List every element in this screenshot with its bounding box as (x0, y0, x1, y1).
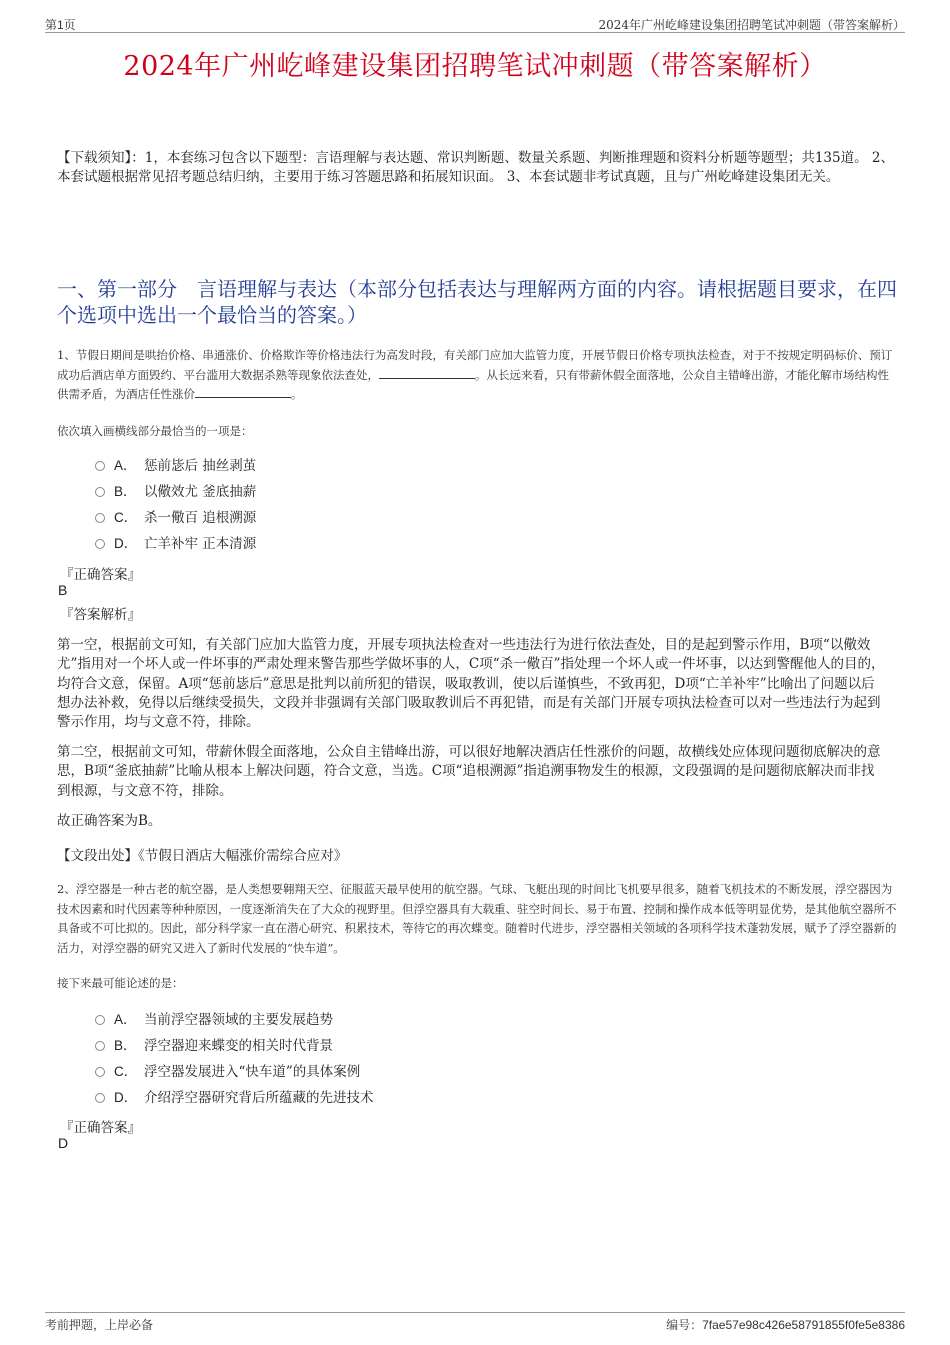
question-2-options (95, 1007, 374, 1111)
blank-2 (195, 385, 291, 398)
question-2-prompt: 接下来最可能论述的是： (57, 976, 184, 990)
analysis-paragraph-1: 第一空，根据前文可知，有关部门应加大监管力度，开展专项执法检查对一些违法行为进行依法查处，目的是起到警示作用，B项“以儆效尤”指用对一个坏人或一件坏事的严肃处理来警告那些学做坏事的人，C项“杀一儆百”指处理一个坏人或一件坏事，以达到警醒他人的目的，均符合文意，保留。A项“惩前毖后”意思是批判以前所犯的错误，吸取教训，使以后谨慎些，不致再犯，D项“亡羊补牢”比喻出了问题以后想办法补救，免得以后继续受损失，文段并非强调有关部门吸取教训后不再犯错，而是有关部门开展专项执法检查可以对一些违法行为起到警示作用，均与文意不符，排除。 (57, 637, 885, 731)
radio-icon[interactable] (95, 513, 105, 523)
radio-icon[interactable] (95, 461, 105, 471)
analysis-label: 『答案解析』 (60, 607, 141, 623)
question-1-text (57, 346, 897, 405)
section-heading: 一、第一部分 言语理解与表达（本部分包括表达与理解两方面的内容。请根据题目要求，在四个选项中选出一个最恰当的答案。） (57, 277, 897, 327)
radio-icon[interactable] (95, 1041, 105, 1051)
page-title: 2024年广州屹峰建设集团招聘笔试冲刺题（带答案解析） (123, 51, 827, 82)
option-c[interactable]: C． 浮空器发展进入“快车道”的具体案例 (95, 1059, 374, 1085)
question-1-text-part-a: 1、节假日期间是哄抬价格、串通涨价、价格欺诈等价格违法行为高发时段，有关部门应加大监管力度，开展节假日价格专项执法检查，对于不按规定明码标价、预订成功后酒店单方面毁约、平台滥用大数据杀熟等现象依法查处， (57, 348, 893, 382)
page-header (45, 14, 905, 33)
source-citation: 【文段出处】《节假日酒店大幅涨价需综合应对》 (57, 848, 348, 864)
header-doc-title: 2024年广州屹峰建设集团招聘笔试冲刺题（带答案解析） (598, 18, 905, 32)
radio-icon[interactable] (95, 1015, 105, 1025)
option-a[interactable]: A． 当前浮空器领域的主要发展趋势 (95, 1007, 374, 1033)
correct-answer-label: 『正确答案』 (60, 1120, 141, 1136)
blank-1 (379, 366, 475, 379)
question-1-text-part-c: 。 (291, 387, 303, 401)
radio-icon[interactable] (95, 487, 105, 497)
download-notice: 【下载须知】：1，本套练习包含以下题型：言语理解与表达题、常识判断题、数量关系题、判断推理题和资料分析题等题型；共135道。 2、本套试题根据常见招考题总结归纳，主要用于练习答题思路和拓展知识面。 3、本套试题非考试真题，且与广州屹峰建设集团无关。 (57, 150, 894, 185)
question-1-options (95, 453, 256, 557)
correct-answer: D (58, 1135, 69, 1151)
correct-answer: B (58, 582, 68, 598)
question-1-text-part-b: 。从长远来看，只有带薪休假全面落地，公众自主错峰出游，才能化解市场结构性供需矛盾，为酒店任性涨价 (57, 367, 889, 401)
question-1-prompt: 依次填入画横线部分最恰当的一项是： (57, 424, 253, 438)
option-a[interactable]: A． 惩前毖后 抽丝剥茧 (95, 453, 256, 479)
option-d[interactable]: D． 介绍浮空器研究背后所蕴藏的先进技术 (95, 1085, 374, 1111)
option-b[interactable]: B． 浮空器迎来蝶变的相关时代背景 (95, 1033, 374, 1059)
page-footer (45, 1312, 905, 1333)
radio-icon[interactable] (95, 1067, 105, 1077)
radio-icon[interactable] (95, 1093, 105, 1103)
footer-slogan: 考前押题，上岸必备 (45, 1318, 154, 1332)
analysis-conclusion: 故正确答案为B。 (57, 813, 162, 829)
footer-code: 编号：7fae57e98c426e58791855f0fe5e8386 (666, 1318, 905, 1332)
question-2-text: 2、浮空器是一种古老的航空器，是人类想要翱翔天空、征服蓝天最早使用的航空器。气球、飞艇出现的时间比飞机要早很多，随着飞机技术的不断发展，浮空器因为技术因素和时代因素等种种原因，一度逐渐消失在了大众的视野里。但浮空器具有大载重、驻空时间长、易于布置、控制和操作成本低等明显优势，是其他航空器所不具备或不可比拟的。因此，部分科学家一直在潜心研究、积累技术，等待它的再次蝶变。随着时代进步，浮空器相关领域的各项科学技术蓬勃发展，赋予了浮空器新的活力，对浮空器的研究又进入了新时代发展的“快车道”。 (57, 882, 897, 955)
correct-answer-label: 『正确答案』 (60, 567, 141, 583)
page-number: 第1页 (45, 18, 76, 32)
option-c[interactable]: C． 杀一儆百 追根溯源 (95, 505, 256, 531)
option-d[interactable]: D． 亡羊补牢 正本清源 (95, 531, 256, 557)
radio-icon[interactable] (95, 539, 105, 549)
option-b[interactable]: B． 以儆效尤 釜底抽薪 (95, 479, 256, 505)
analysis-paragraph-2: 第二空，根据前文可知，带薪休假全面落地，公众自主错峰出游，可以很好地解决酒店任性涨价的问题，故横线处应体现问题彻底解决的意思，B项“釜底抽薪”比喻从根本上解决问题，符合文意，当选。C项“追根溯源”指追溯事物发生的根源，文段强调的是问题彻底解决而非找到根源，与文意不符，排除。 (57, 744, 881, 799)
